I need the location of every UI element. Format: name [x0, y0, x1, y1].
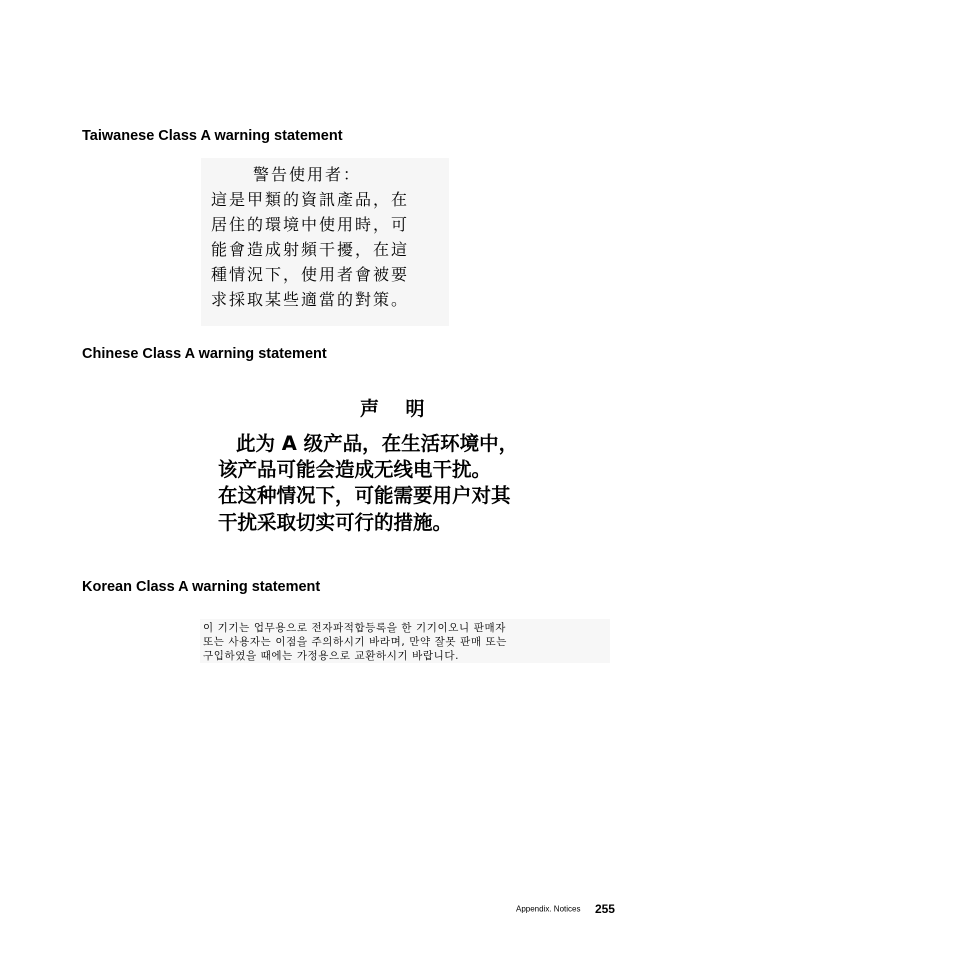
- taiwanese-warning-line: 求採取某些適當的對策。: [211, 290, 410, 309]
- chinese-warning-title: 声 明: [360, 398, 425, 420]
- taiwanese-warning-line: 種情況下，使用者會被要: [211, 265, 410, 284]
- chinese-warning-line: 此为 A 级产品，在生活环境中，: [236, 432, 519, 455]
- taiwanese-warning-title: 警告使用者：: [253, 165, 362, 184]
- taiwanese-warning-line: 居住的環境中使用時，可: [211, 215, 410, 234]
- korean-warning-image: [200, 619, 610, 663]
- korean-warning-line: 이 기기는 업무용으로 전자파적합등록을 한 기기이오니 판매자: [203, 622, 506, 634]
- chinese-warning-image: [210, 394, 600, 544]
- chinese-warning-line: 在这种情况下，可能需要用户对其: [218, 484, 511, 507]
- taiwanese-warning-image: [201, 158, 449, 326]
- taiwanese-warning-line: 能會造成射頻干擾，在這: [211, 240, 410, 259]
- korean-warning-line: 또는 사용자는 이점을 주의하시기 바라며, 만약 잘못 판매 또는: [203, 636, 508, 648]
- page-number: 255: [594, 901, 615, 916]
- chinese-warning-line: 干扰采取切实可行的措施。: [218, 511, 453, 534]
- chinese-heading: Chinese Class A warning statement: [82, 346, 327, 362]
- footer-section-title: Appendix. Notices: [516, 904, 581, 914]
- taiwanese-warning-line: 這是甲類的資訊產品，在: [211, 190, 410, 209]
- chinese-warning-line: 该产品可能会造成无线电干扰。: [218, 458, 492, 481]
- korean-warning-line: 구입하였을 때에는 가정용으로 교환하시기 바랍니다.: [203, 650, 460, 662]
- korean-heading: Korean Class A warning statement: [82, 579, 321, 595]
- taiwanese-heading: Taiwanese Class A warning statement: [82, 128, 343, 144]
- page-footer: [516, 900, 615, 918]
